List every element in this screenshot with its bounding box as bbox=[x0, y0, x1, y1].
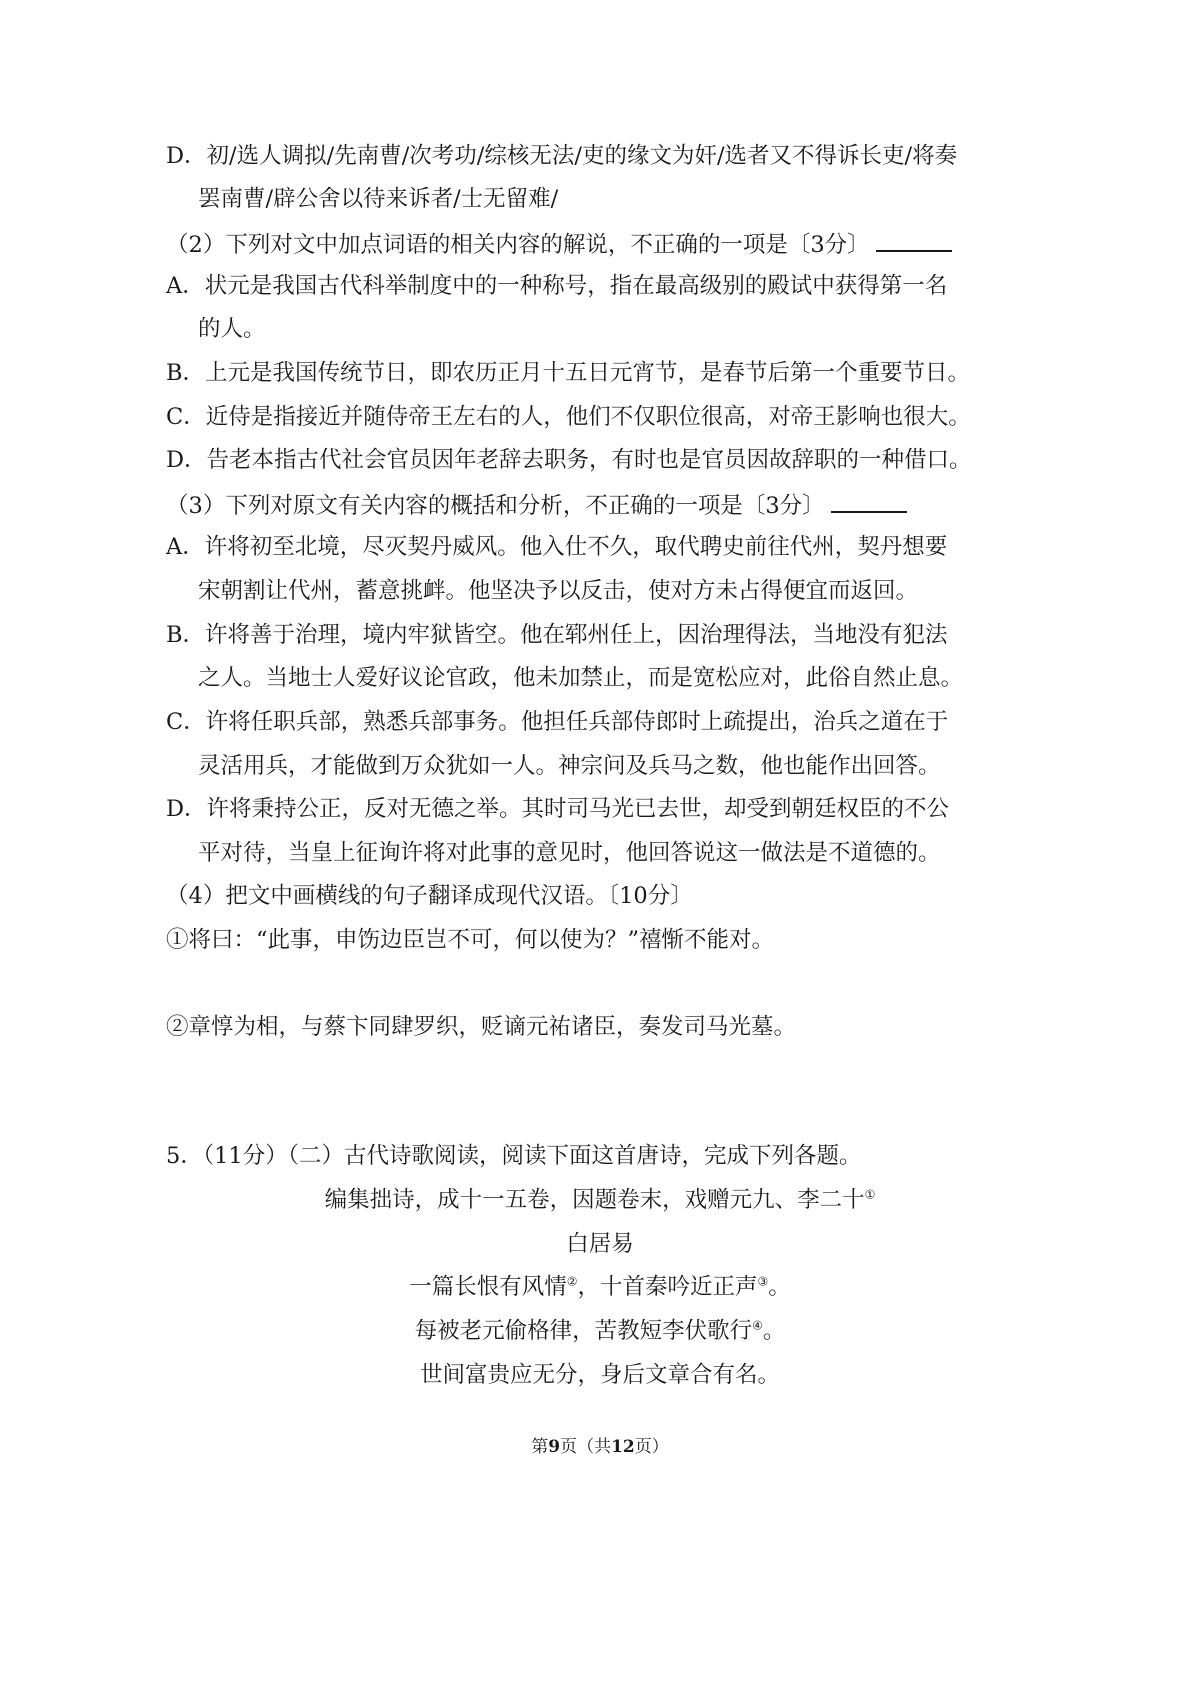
poem-line-2a-note: ④ bbox=[752, 1318, 763, 1333]
q5-stem: 5．（11分）（二）古代诗歌阅读，阅读下面这首唐诗，完成下列各题。 bbox=[166, 1143, 862, 1169]
footer-page-number: 9 bbox=[548, 1437, 561, 1457]
page-footer bbox=[0, 1435, 1200, 1459]
poem-line-2a: 每被老元偷格律，苦教短李伏歌行 bbox=[414, 1318, 753, 1344]
q4-3-option-c-line2: 灵活用兵，才能做到万众犹如一人。神宗问及兵马之数，他也能作出回答。 bbox=[198, 753, 941, 779]
poem-line-1a: 一篇长恨有风情 bbox=[409, 1274, 567, 1300]
poem-author: 白居易 bbox=[566, 1231, 634, 1257]
poem-line-1b: ，十首秦吟近正声 bbox=[577, 1274, 758, 1300]
footer-prefix: 第 bbox=[531, 1437, 549, 1457]
q4-3-stem-text: （3）下列对原文有关内容的概括和分析，不正确的一项是〔3分〕 bbox=[166, 493, 825, 519]
q4-3-option-d-line2: 平对待，当皇上征询许将对此事的意见时，他回答说这一做法是不道德的。 bbox=[198, 840, 941, 866]
q4-3-option-a-line1: A．许将初至北境，尽灭契丹威风。他入仕不久，取代聘史前往代州，契丹想要 bbox=[166, 534, 948, 560]
poem-title-text: 编集拙诗，成十一五卷，因题卷末，戏赠元九、李二十 bbox=[324, 1187, 865, 1213]
poem-line-3: 世间富贵应无分，身后文章合有名。 bbox=[419, 1362, 780, 1388]
q4-4-stem: （4）把文中画横线的句子翻译成现代汉语。〔10分〕 bbox=[166, 883, 693, 909]
q4-3-option-b-line1: B．许将善于治理，境内牢狱皆空。他在郓州任上，因治理得法，当地没有犯法 bbox=[166, 622, 948, 648]
q4-1-option-d-line1: D．初/选人调拟/先南曹/次考功/综核无法/吏的缘文为奸/选者又不得诉长吏/将奏 bbox=[166, 143, 958, 169]
poem-title bbox=[0, 1185, 1200, 1215]
q4-3-option-c-line1: C．许将任职兵部，熟悉兵部事务。他担任兵部侍郎时上疏提出，治兵之道在于 bbox=[166, 709, 949, 735]
q4-2-option-b: B．上元是我国传统节日，即农历正月十五日元宵节，是春节后第一个重要节日。 bbox=[166, 360, 971, 386]
q4-1-option-d-line2: 罢南曹/辟公舍以待来诉者/士无留难/ bbox=[198, 186, 559, 212]
q4-4-sentence-1: ①将曰：“此事，申饬边臣岂不可，何以使为？”禧惭不能对。 bbox=[166, 927, 775, 953]
q4-3-option-b-line2: 之人。当地士人爱好议论官政，他未加禁止，而是宽松应对，此俗自然止息。 bbox=[198, 665, 964, 691]
q4-3-answer-blank[interactable] bbox=[831, 489, 907, 513]
q4-3-option-d-line1: D．许将秉持公正，反对无德之举。其时司马光已去世，却受到朝廷权臣的不公 bbox=[166, 796, 950, 822]
poem-line-2 bbox=[0, 1316, 1200, 1346]
poem-line-2b: 。 bbox=[762, 1318, 786, 1344]
q4-3-stem bbox=[166, 489, 907, 521]
poem-line-1a-note: ② bbox=[566, 1274, 578, 1289]
q4-2-option-a-line2: 的人。 bbox=[198, 316, 266, 342]
footer-suffix: 页） bbox=[634, 1437, 669, 1457]
q4-4-sentence-2: ②章惇为相，与蔡卞同肆罗织，贬谪元祐诸臣，奏发司马光墓。 bbox=[166, 1014, 797, 1040]
poem-line-1c: 。 bbox=[768, 1274, 791, 1300]
q4-2-answer-blank[interactable] bbox=[876, 228, 952, 252]
poem-line-1b-note: ③ bbox=[757, 1274, 769, 1289]
q4-2-option-d: D．告老本指古代社会官员因年老辞去职务，有时也是官员因故辞职的一种借口。 bbox=[166, 447, 972, 473]
q4-2-stem bbox=[166, 228, 952, 260]
q4-3-option-a-line2: 宋朝割让代州，蓄意挑衅。他坚决予以反击，使对方未占得便宜而返回。 bbox=[198, 578, 919, 604]
footer-mid: 页（共 bbox=[560, 1437, 612, 1457]
poem-line-1 bbox=[0, 1272, 1200, 1302]
q4-2-option-c: C．近侍是指接近并随侍帝王左右的人，他们不仅职位很高，对帝王影响也很大。 bbox=[166, 404, 971, 430]
q4-2-option-a-line1: A．状元是我国古代科举制度中的一种称号，指在最高级别的殿试中获得第一名 bbox=[166, 273, 948, 299]
footer-total-pages: 12 bbox=[611, 1437, 635, 1457]
q4-2-stem-text: （2）下列对文中加点词语的相关内容的解说，不正确的一项是〔3分〕 bbox=[166, 232, 870, 258]
poem-title-note: ① bbox=[864, 1187, 876, 1202]
